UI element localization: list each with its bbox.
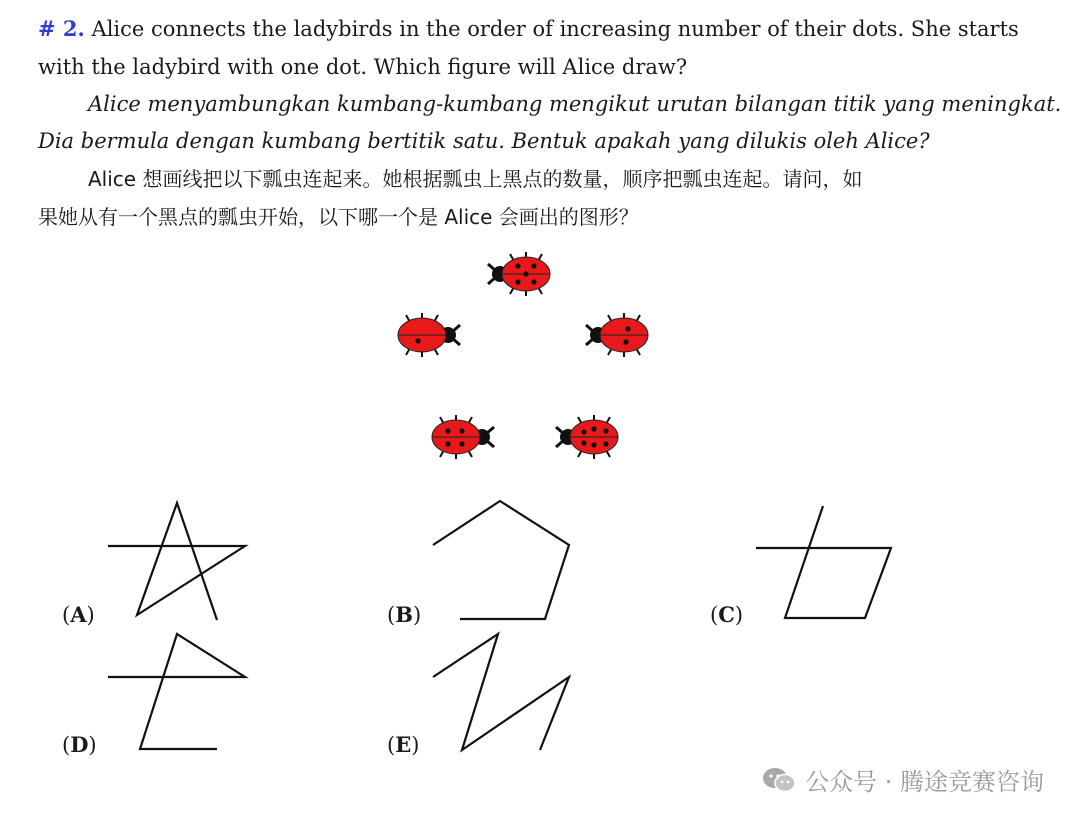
option-c-label[interactable]: (C) <box>710 602 744 627</box>
ladybird-top <box>488 252 550 296</box>
question-english-line2: with the ladybird with one dot. Which figure will Alice draw? <box>38 55 688 79</box>
option-b-label[interactable]: (B) <box>387 602 422 627</box>
ladybird-bottom-right <box>556 415 618 459</box>
question-malay-line2: Dia bermula dengan kumbang bertitik satu. Bentuk apakah yang dilukis oleh Alice? <box>38 129 930 153</box>
question-chinese-line2: 果她从有一个黑点的瓢虫开始，以下哪一个是 Alice 会画出的图形？ <box>38 205 639 229</box>
watermark <box>761 762 1044 797</box>
option-c-figure[interactable] <box>756 506 891 618</box>
question-malay-line1: Alice menyambungkan kumbang-kumbang mengikut urutan bilangan titik yang meningkat. <box>88 92 1062 116</box>
option-a-label[interactable]: (A) <box>62 602 95 627</box>
watermark-text: 公众号 · 腾途竞赛咨询 <box>805 768 1044 796</box>
question-english-text1: Alice connects the ladybirds in the order of increasing number of their dots. She starts <box>91 17 1019 41</box>
ladybird-middle-left <box>398 313 460 357</box>
option-b-figure[interactable] <box>433 501 569 619</box>
ladybird-middle-right <box>586 313 648 357</box>
question-number: # 2. <box>38 16 85 41</box>
wechat-icon <box>761 766 797 794</box>
option-e-label[interactable]: (E) <box>387 732 420 757</box>
option-a-figure[interactable] <box>108 503 245 620</box>
option-d-label[interactable]: (D) <box>62 732 97 757</box>
option-e-figure[interactable] <box>433 634 569 750</box>
question-chinese-line1: Alice 想画线把以下瓢虫连起来。她根据瓢虫上黑点的数量，顺序把瓢虫连起。请问，如 <box>88 167 863 191</box>
option-d-figure[interactable] <box>108 634 245 749</box>
ladybird-bottom-left <box>432 415 494 459</box>
